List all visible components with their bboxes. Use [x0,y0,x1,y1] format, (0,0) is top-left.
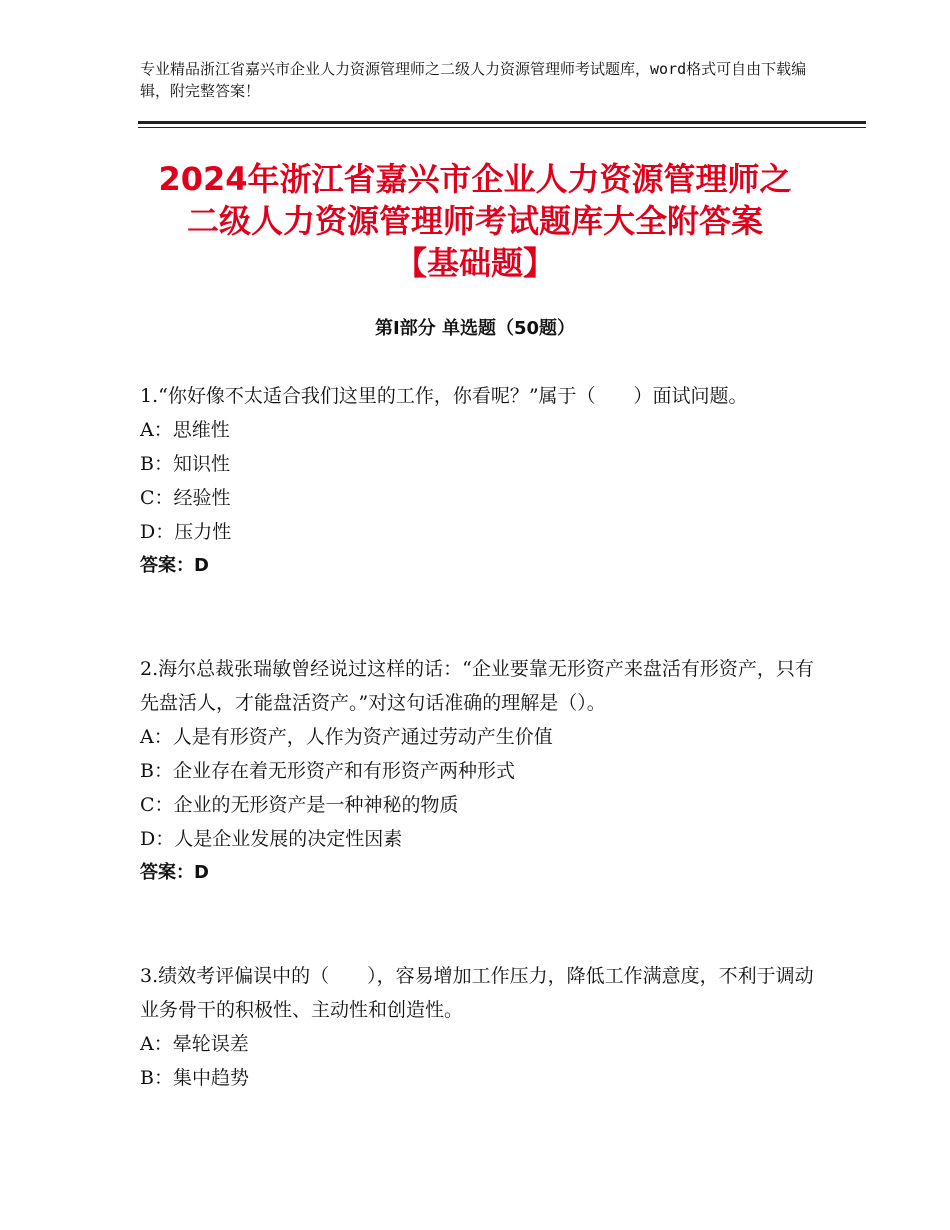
question-3 [140,959,820,1095]
option-a: A：人是有形资产，人作为资产通过劳动产生价值 [140,726,553,748]
document-title [100,158,850,284]
header-note: 专业精品浙江省嘉兴市企业人力资源管理师之二级人力资源管理师考试题库，word格式可自由下载编辑，附完整答案！ [140,60,807,100]
option-a: A：晕轮误差 [140,1033,249,1055]
header-rule-thick [138,121,866,124]
question-1 [140,379,820,583]
option-b: B：企业存在着无形资产和有形资产两种形式 [140,760,515,782]
title-line-3: 【基础题】 [394,244,555,282]
option-a: A：思维性 [140,419,230,441]
option-c: C：企业的无形资产是一种神秘的物质 [140,794,459,816]
answer: 答案：D [140,862,209,883]
option-c: C：经验性 [140,487,231,509]
question-stem: 1.“你好像不太适合我们这里的工作，你看呢？”属于（ ）面试问题。 [140,385,748,407]
header-rule-thin [138,127,866,128]
question-stem: 3.绩效考评偏误中的（ ），容易增加工作压力，降低工作满意度，不利于调动业务骨干的积极性、主动性和创造性。 [140,965,814,1021]
option-b: B：集中趋势 [140,1067,249,1089]
option-b: B：知识性 [140,453,230,475]
option-d: D：人是企业发展的决定性因素 [140,828,403,850]
answer: 答案：D [140,555,209,576]
section-title: 第Ⅰ部分 单选题（50题） [374,318,575,339]
title-line-1: 2024年浙江省嘉兴市企业人力资源管理师之 [158,160,792,198]
question-stem: 2.海尔总裁张瑞敏曾经说过这样的话：“企业要靠无形资产来盘活有形资产，只有先盘活人，才能盘活资产。”对这句话准确的理解是（）。 [140,658,814,714]
title-line-2: 二级人力资源管理师考试题库大全附答案 [186,202,763,240]
option-d: D：压力性 [140,521,232,543]
question-2 [140,652,820,890]
